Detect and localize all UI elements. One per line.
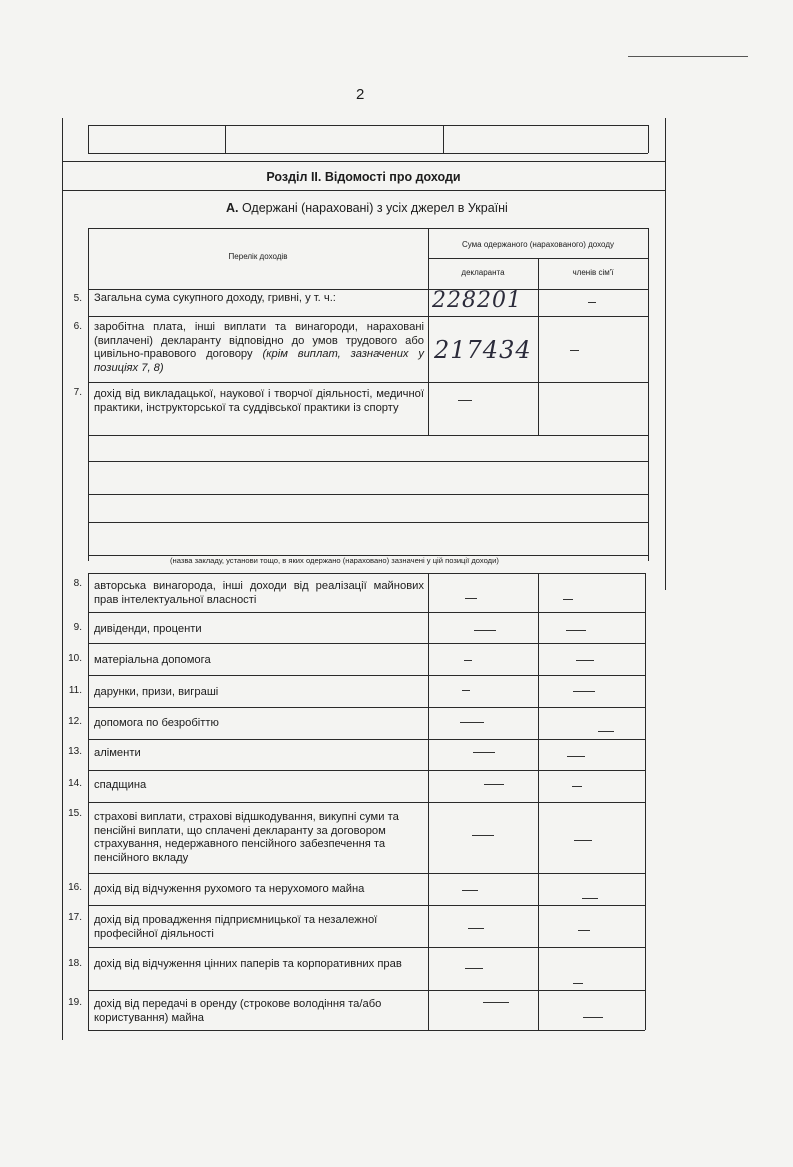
row-label: матеріальна допомога bbox=[94, 654, 211, 666]
top-rule bbox=[628, 56, 748, 57]
family-value-dash bbox=[578, 930, 590, 931]
declarant-value-dash bbox=[484, 784, 504, 785]
declarant-value-dash bbox=[473, 752, 495, 753]
declarant-value-dash bbox=[474, 630, 496, 631]
row-label: дохід від викладацької, наукової і творчої діяльності, медичної практики, інструкторської та суддівської практики із спорту bbox=[94, 388, 424, 414]
declarant-value-dash bbox=[468, 928, 484, 929]
row-label: дарунки, призи, виграші bbox=[94, 686, 219, 698]
row-label: аліменти bbox=[94, 747, 141, 759]
row-label: страхові виплати, страхові відшкодування, викупні суми та пенсійні виплати, що сплачені декларанту за договором страхування, недержавного пенсійного забезпечення та пенсійного вкладу bbox=[94, 811, 399, 864]
family-value-dash bbox=[566, 630, 586, 631]
row-label bbox=[94, 321, 424, 375]
row-label: допомога по безробіттю bbox=[94, 717, 219, 729]
subsection-letter: А. bbox=[226, 201, 239, 215]
row-number: 9. bbox=[73, 622, 82, 633]
row-number: 6. bbox=[73, 321, 82, 332]
row-number: 8. bbox=[73, 578, 82, 589]
page-number: 2 bbox=[356, 86, 365, 103]
row-label: дохід від провадження підприємницької та незалежної професійної діяльності bbox=[94, 914, 378, 940]
row-number: 19. bbox=[68, 997, 82, 1008]
row-number: 13. bbox=[68, 746, 82, 757]
institution-caption: (назва закладу, установи тощо, в яких одержано (нараховано) зазначені у цій позиції доходи) bbox=[170, 556, 499, 565]
family-header: членів сім'ї bbox=[572, 268, 614, 277]
subsection-heading bbox=[226, 201, 508, 215]
list-header: Перелік доходів bbox=[228, 252, 288, 261]
family-value-dash bbox=[574, 840, 592, 841]
family-value-dash bbox=[573, 983, 583, 984]
family-value-dash bbox=[588, 302, 596, 303]
subsection-text: Одержані (нараховані) з усіх джерел в Україні bbox=[241, 201, 508, 215]
declarant-value: 217434 bbox=[434, 336, 532, 364]
row-label: авторська винагорода, інші доходи від реалізації майнових прав інтелектуальної власності bbox=[94, 580, 424, 606]
declarant-value-dash bbox=[462, 890, 478, 891]
right-margin-line bbox=[665, 190, 666, 590]
family-value-dash bbox=[563, 599, 573, 600]
family-value-dash bbox=[572, 786, 582, 787]
declarant-value-dash bbox=[458, 400, 472, 401]
declarant-value-dash bbox=[465, 598, 477, 599]
row-label-main: заробітна плата, інші виплати та винагороди, нараховані (виплачені) декларанту відповідно до умов трудового або цивільно-правового договору bbox=[94, 321, 424, 361]
row-number: 12. bbox=[68, 716, 82, 727]
row-number: 17. bbox=[68, 912, 82, 923]
row-label: дохід від відчуження цінних паперів та корпоративних прав bbox=[94, 958, 402, 970]
declarant-header: декларанта bbox=[461, 268, 505, 277]
declarant-value-dash bbox=[465, 968, 483, 969]
row-number: 7. bbox=[73, 387, 82, 398]
declarant-value-dash bbox=[472, 835, 494, 836]
row-number: 15. bbox=[68, 808, 82, 819]
section-title: Розділ ІІ. Відомості про доходи bbox=[266, 170, 461, 184]
row-number: 18. bbox=[68, 958, 82, 969]
row-label-italic: (крім виплат, зазначених у позиціях 7, 8) bbox=[94, 348, 424, 374]
row-number: 11. bbox=[68, 685, 82, 696]
sum-header: Сума одержаного (нарахованого) доходу bbox=[461, 240, 614, 249]
row-number: 5. bbox=[73, 293, 82, 304]
row-label: дохід від відчуження рухомого та нерухомого майна bbox=[94, 883, 365, 895]
family-value-dash bbox=[576, 660, 594, 661]
row-number: 16. bbox=[68, 882, 82, 893]
row-label: спадщина bbox=[94, 779, 147, 791]
declarant-value-dash bbox=[464, 660, 472, 661]
declarant-value: 228201 bbox=[432, 288, 522, 313]
row-label: Загальна сума сукупного доходу, гривні, у т. ч.: bbox=[94, 292, 336, 304]
declarant-value-dash bbox=[462, 690, 470, 691]
row-number: 10. bbox=[68, 653, 82, 664]
row-label: дохід від передачі в оренду (строкове володіння та/або користування) майна bbox=[94, 998, 382, 1024]
family-value-dash bbox=[582, 898, 598, 899]
row-label: дивіденди, проценти bbox=[94, 623, 202, 635]
family-value-dash bbox=[598, 731, 614, 732]
family-value-dash bbox=[583, 1017, 603, 1018]
declarant-value-dash bbox=[460, 722, 484, 723]
family-value-dash bbox=[570, 350, 579, 351]
declarant-value-dash bbox=[483, 1002, 509, 1003]
family-value-dash bbox=[573, 691, 595, 692]
row-number: 14. bbox=[68, 778, 82, 789]
family-value-dash bbox=[567, 756, 585, 757]
